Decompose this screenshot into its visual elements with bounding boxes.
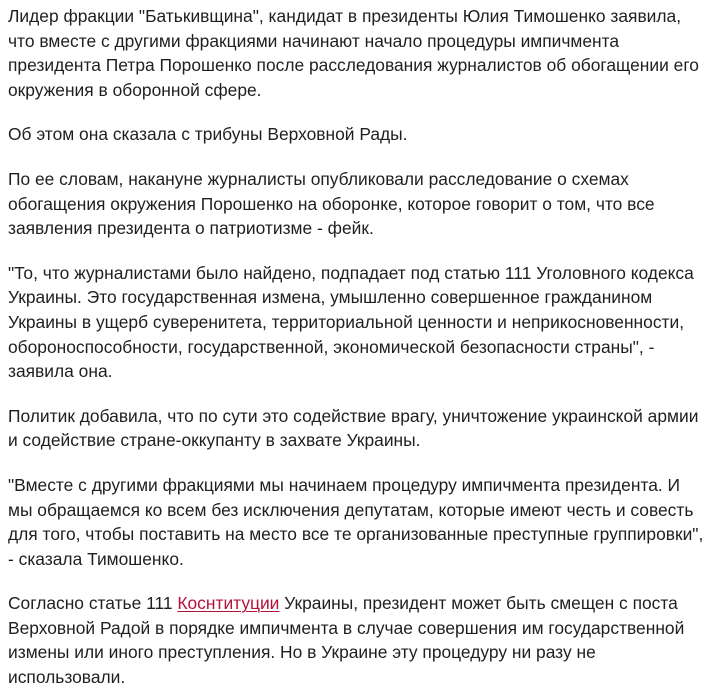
constitution-link[interactable]: Коснтитуции xyxy=(177,593,280,614)
paragraph-quote-impeachment: "Вместе с другими фракциями мы начинаем процедуру импичмента президента. И мы обращаемся ко всем без исключения депутатам, которые имеют честь и совесть для того, чтобы поставить на место все те организованные преступные группировки", - сказала Тимошенко. xyxy=(8,474,704,569)
paragraph-investigation: По ее словам, накануне журналисты опубликовали расследование о схемах обогащения окружения Порошенко на оборонке, которое говорит о том, что все заявления президента о патриотизме - фейк. xyxy=(8,168,655,239)
paragraph-constitution-text-end: Украины, президент может быть смещен с поста Верховной Радой в порядке импичмента в случае совершения им государственной измены или иного преступления. Но в Украине эту процедуру ни разу не использовали. xyxy=(8,593,685,688)
paragraph-enemy-assistance: Политик добавила, что по сути это содействие врагу, уничтожение украинской армии и содействие стране-оккупанту в захвате Украины. xyxy=(8,405,699,451)
paragraph-rada-tribune: Об этом она сказала с трибуны Верховной Рады. xyxy=(8,124,408,145)
paragraph-quote-treason: "То, что журналистами было найдено, подпадает под статью 111 Уголовного кодекса Украины. Это государственная измена, умышленно совершенное гражданином Украины в ущерб суверенитета, территориальной ценности и неприкосновенности, обороноспособности, государственной, экономической безопасности страны", - заявила она. xyxy=(8,262,694,382)
paragraph-constitution-text-start: Согласно статье 111 xyxy=(8,593,178,614)
paragraph-lead: Лидер фракции "Батькивщина", кандидат в президенты Юлия Тимошенко заявила, что вместе с другими фракциями начинают начало процедуры импичмента президента Петра Порошенко после расследования журналистов об обогащении его окружения в оборонной сфере. xyxy=(8,6,699,100)
